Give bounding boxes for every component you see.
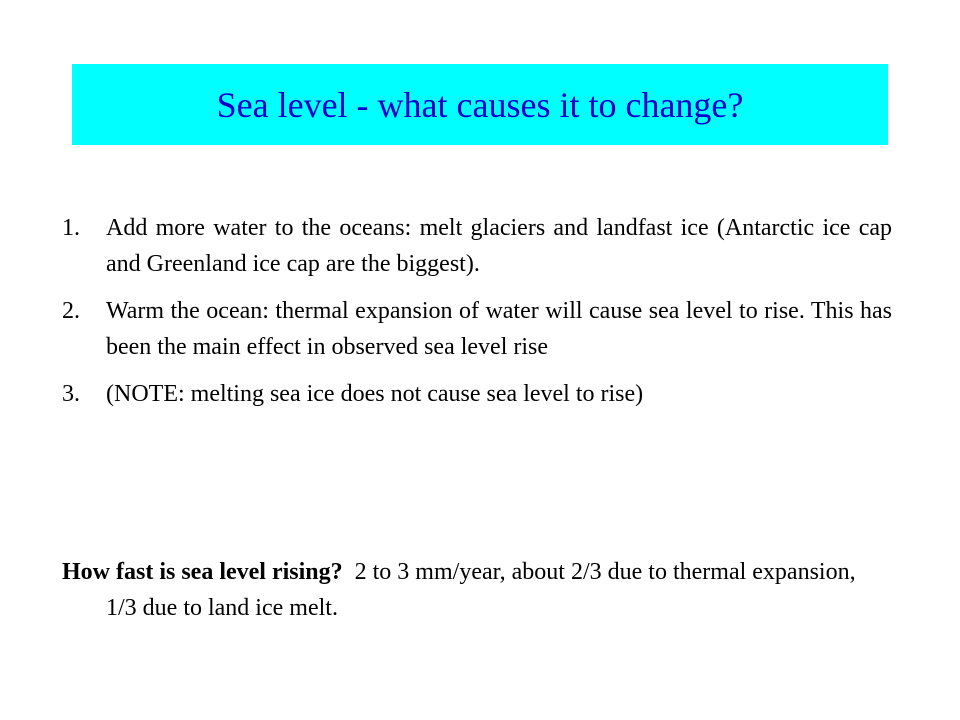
list-item	[62, 376, 892, 412]
list-item	[62, 293, 892, 365]
list-item	[62, 210, 892, 282]
list-item-text: (NOTE: melting sea ice does not cause sea level to rise)	[106, 381, 644, 407]
rate-answer: 2 to 3 mm/year, about 2/3 due to thermal expansion, 1/3 due to land ice melt.	[106, 559, 868, 621]
title-banner	[72, 64, 888, 145]
cause-list	[62, 210, 892, 423]
slide-title: Sea level - what causes it to change?	[216, 84, 744, 125]
list-item-text: Warm the ocean: thermal expansion of water will cause sea level to rise. This has been the main effect in observed sea level rise	[106, 298, 892, 360]
rate-question-paragraph	[62, 554, 892, 626]
list-item-number: 3.	[62, 381, 80, 407]
list-item-number: 2.	[62, 298, 80, 324]
rate-question: How fast is sea level rising?	[62, 559, 343, 585]
list-item-number: 1.	[62, 215, 80, 241]
list-item-text: Add more water to the oceans: melt glaciers and landfast ice (Antarctic ice cap and Greenland ice cap are the biggest).	[106, 215, 892, 277]
